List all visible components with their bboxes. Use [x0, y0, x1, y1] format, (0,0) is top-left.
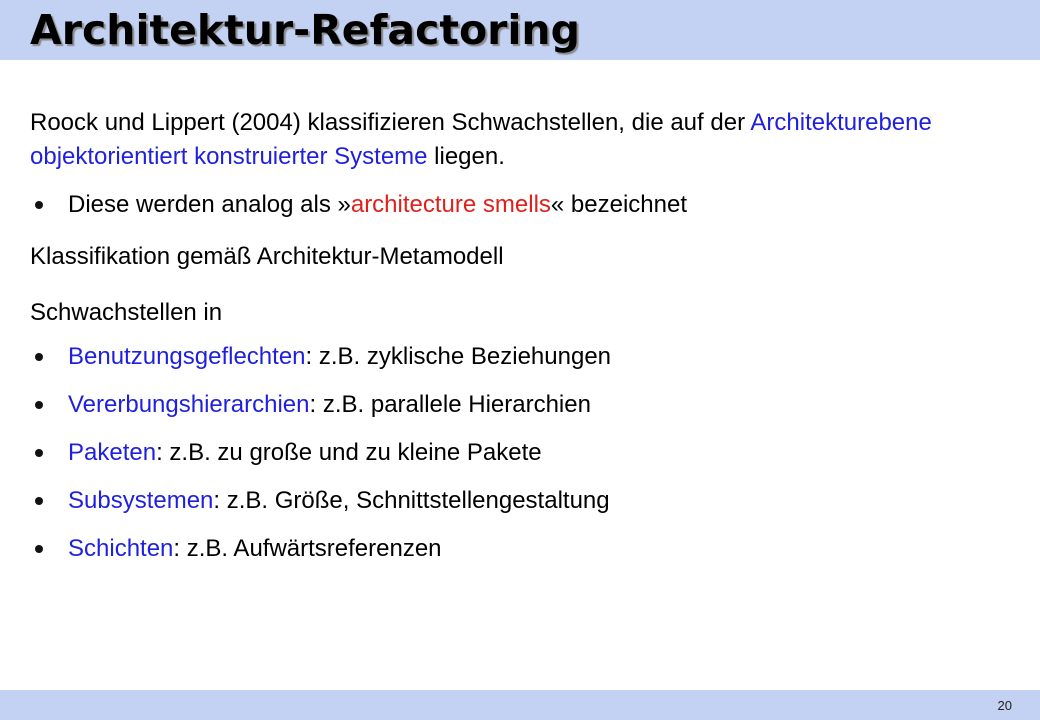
list-item [30, 436, 1010, 470]
bullet-dot-icon [35, 201, 43, 209]
weakness-example: : z.B. zyklische Beziehungen [305, 343, 612, 370]
weakness-term: Vererbungshierarchien [68, 391, 310, 418]
weakness-example: : z.B. Aufwärtsreferenzen [173, 535, 442, 562]
smells-bullet [30, 188, 1010, 222]
smells-highlight: architecture smells [350, 191, 551, 218]
title-bar [0, 0, 1040, 60]
weakness-term: Benutzungsgeflechten [68, 343, 306, 370]
weakness-term: Subsystemen [68, 487, 214, 514]
classification-line: Klassifikation gemäß Architektur-Metamodell [30, 243, 504, 270]
weakness-example: : z.B. zu große und zu kleine Pakete [156, 439, 542, 466]
weakness-term: Paketen [68, 439, 157, 466]
smells-suffix: « bezeichnet [550, 191, 688, 218]
weakness-example: : z.B. Größe, Schnittstellengestaltung [213, 487, 610, 514]
list-item [30, 340, 1010, 374]
list-item [30, 388, 1010, 422]
bullet-dot-icon [35, 353, 43, 361]
bullet-dot-icon [35, 497, 43, 505]
bullet-dot-icon [35, 401, 43, 409]
footer-bar [0, 690, 1040, 720]
weakness-example: : z.B. parallele Hierarchien [309, 391, 591, 418]
list-item [30, 532, 1010, 566]
intro-text-start: Roock und Lippert (2004) klassifizieren Schwachstellen, die auf der [30, 109, 751, 136]
bullet-dot-icon [35, 545, 43, 553]
slide-title: Architektur-Refactoring [30, 6, 580, 54]
intro-paragraph [30, 106, 1010, 174]
smells-prefix: Diese werden analog als » [68, 191, 351, 218]
weaknesses-list [30, 340, 1010, 566]
weaknesses-heading: Schwachstellen in [30, 299, 223, 326]
slide-content [30, 106, 1010, 580]
intro-text-end: liegen. [427, 143, 505, 170]
page-number: 20 [997, 698, 1012, 713]
bullet-dot-icon [35, 449, 43, 457]
intro-highlight: Architekturebene objektorientiert konstruierter Systeme [30, 109, 932, 170]
list-item [30, 484, 1010, 518]
weakness-term: Schichten [68, 535, 174, 562]
